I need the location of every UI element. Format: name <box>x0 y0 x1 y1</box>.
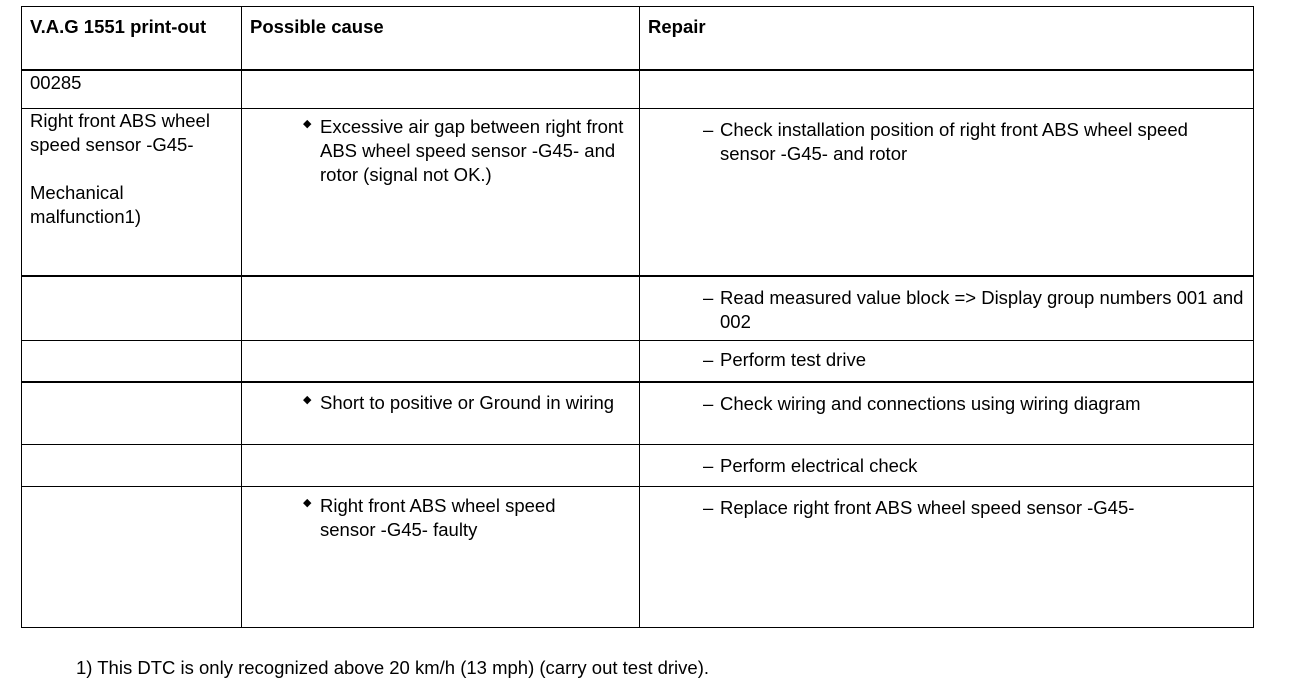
diamond-bullet-icon: ◆ <box>303 497 312 509</box>
header-possible-cause: Possible cause <box>242 7 640 70</box>
cause-cell <box>242 109 640 276</box>
empty-cell <box>242 445 640 487</box>
table-row <box>22 276 1254 341</box>
empty-cell <box>242 341 640 382</box>
fault-type: Mechanical malfunction1) <box>30 182 142 227</box>
empty-cell <box>22 487 242 628</box>
empty-cell <box>242 70 640 109</box>
cause-text: Excessive air gap between right front ABS wheel speed sensor -G45- and rotor (signal not OK.) <box>320 116 624 185</box>
empty-cell <box>22 382 242 445</box>
repair-text: Read measured value block => Display group numbers 001 and 002 <box>720 286 1244 332</box>
cause-item <box>303 115 631 187</box>
repair-text: Check wiring and connections using wiring diagram <box>720 392 1141 414</box>
header-repair: Repair <box>640 7 1254 70</box>
cause-text: Short to positive or Ground in wiring <box>320 391 615 413</box>
component-name: Right front ABS wheel speed sensor -G45- <box>30 110 210 155</box>
dash-bullet-icon: – <box>703 286 714 308</box>
dash-bullet-icon: – <box>703 497 714 518</box>
cause-text: Right front ABS wheel speed sensor -G45- faulty <box>320 495 556 540</box>
empty-cell <box>242 276 640 341</box>
repair-item <box>703 454 1245 478</box>
diamond-bullet-icon: ◆ <box>303 393 312 406</box>
repair-item <box>703 286 1245 334</box>
repair-item <box>703 392 1245 416</box>
dtc-table <box>21 6 1254 628</box>
empty-cell <box>22 276 242 341</box>
diamond-bullet-icon: ◆ <box>303 118 312 130</box>
repair-cell <box>640 487 1254 628</box>
table-row <box>22 341 1254 382</box>
repair-item <box>703 348 1245 372</box>
dash-bullet-icon: – <box>703 349 714 370</box>
repair-cell <box>640 382 1254 445</box>
cause-item <box>303 391 631 415</box>
empty-cell <box>22 341 242 382</box>
dash-bullet-icon: – <box>703 119 714 140</box>
cause-item <box>303 494 631 542</box>
fault-description-cell <box>22 109 242 276</box>
repair-text: Perform test drive <box>720 349 866 370</box>
cause-cell <box>242 487 640 628</box>
empty-cell <box>640 70 1254 109</box>
table-row <box>22 70 1254 109</box>
cause-cell <box>242 382 640 445</box>
repair-text: Check installation position of right front ABS wheel speed sensor -G45- and rotor <box>720 119 1188 164</box>
table-row <box>22 382 1254 445</box>
repair-item <box>703 496 1245 520</box>
table-row <box>22 109 1254 276</box>
dash-bullet-icon: – <box>703 455 714 476</box>
repair-text: Replace right front ABS wheel speed sensor -G45- <box>720 497 1135 518</box>
repair-cell <box>640 276 1254 341</box>
repair-cell <box>640 109 1254 276</box>
repair-item <box>703 118 1245 166</box>
empty-cell <box>22 445 242 487</box>
repair-cell <box>640 445 1254 487</box>
footnote: 1) This DTC is only recognized above 20 km/h (13 mph) (carry out test drive). <box>76 657 710 678</box>
dash-bullet-icon: – <box>703 392 714 414</box>
repair-text: Perform electrical check <box>720 455 918 476</box>
header-printout: V.A.G 1551 print-out <box>22 7 242 70</box>
dtc-code: 00285 <box>22 70 242 109</box>
table-row <box>22 445 1254 487</box>
repair-cell <box>640 341 1254 382</box>
table-row <box>22 487 1254 628</box>
table-header-row <box>22 7 1254 70</box>
